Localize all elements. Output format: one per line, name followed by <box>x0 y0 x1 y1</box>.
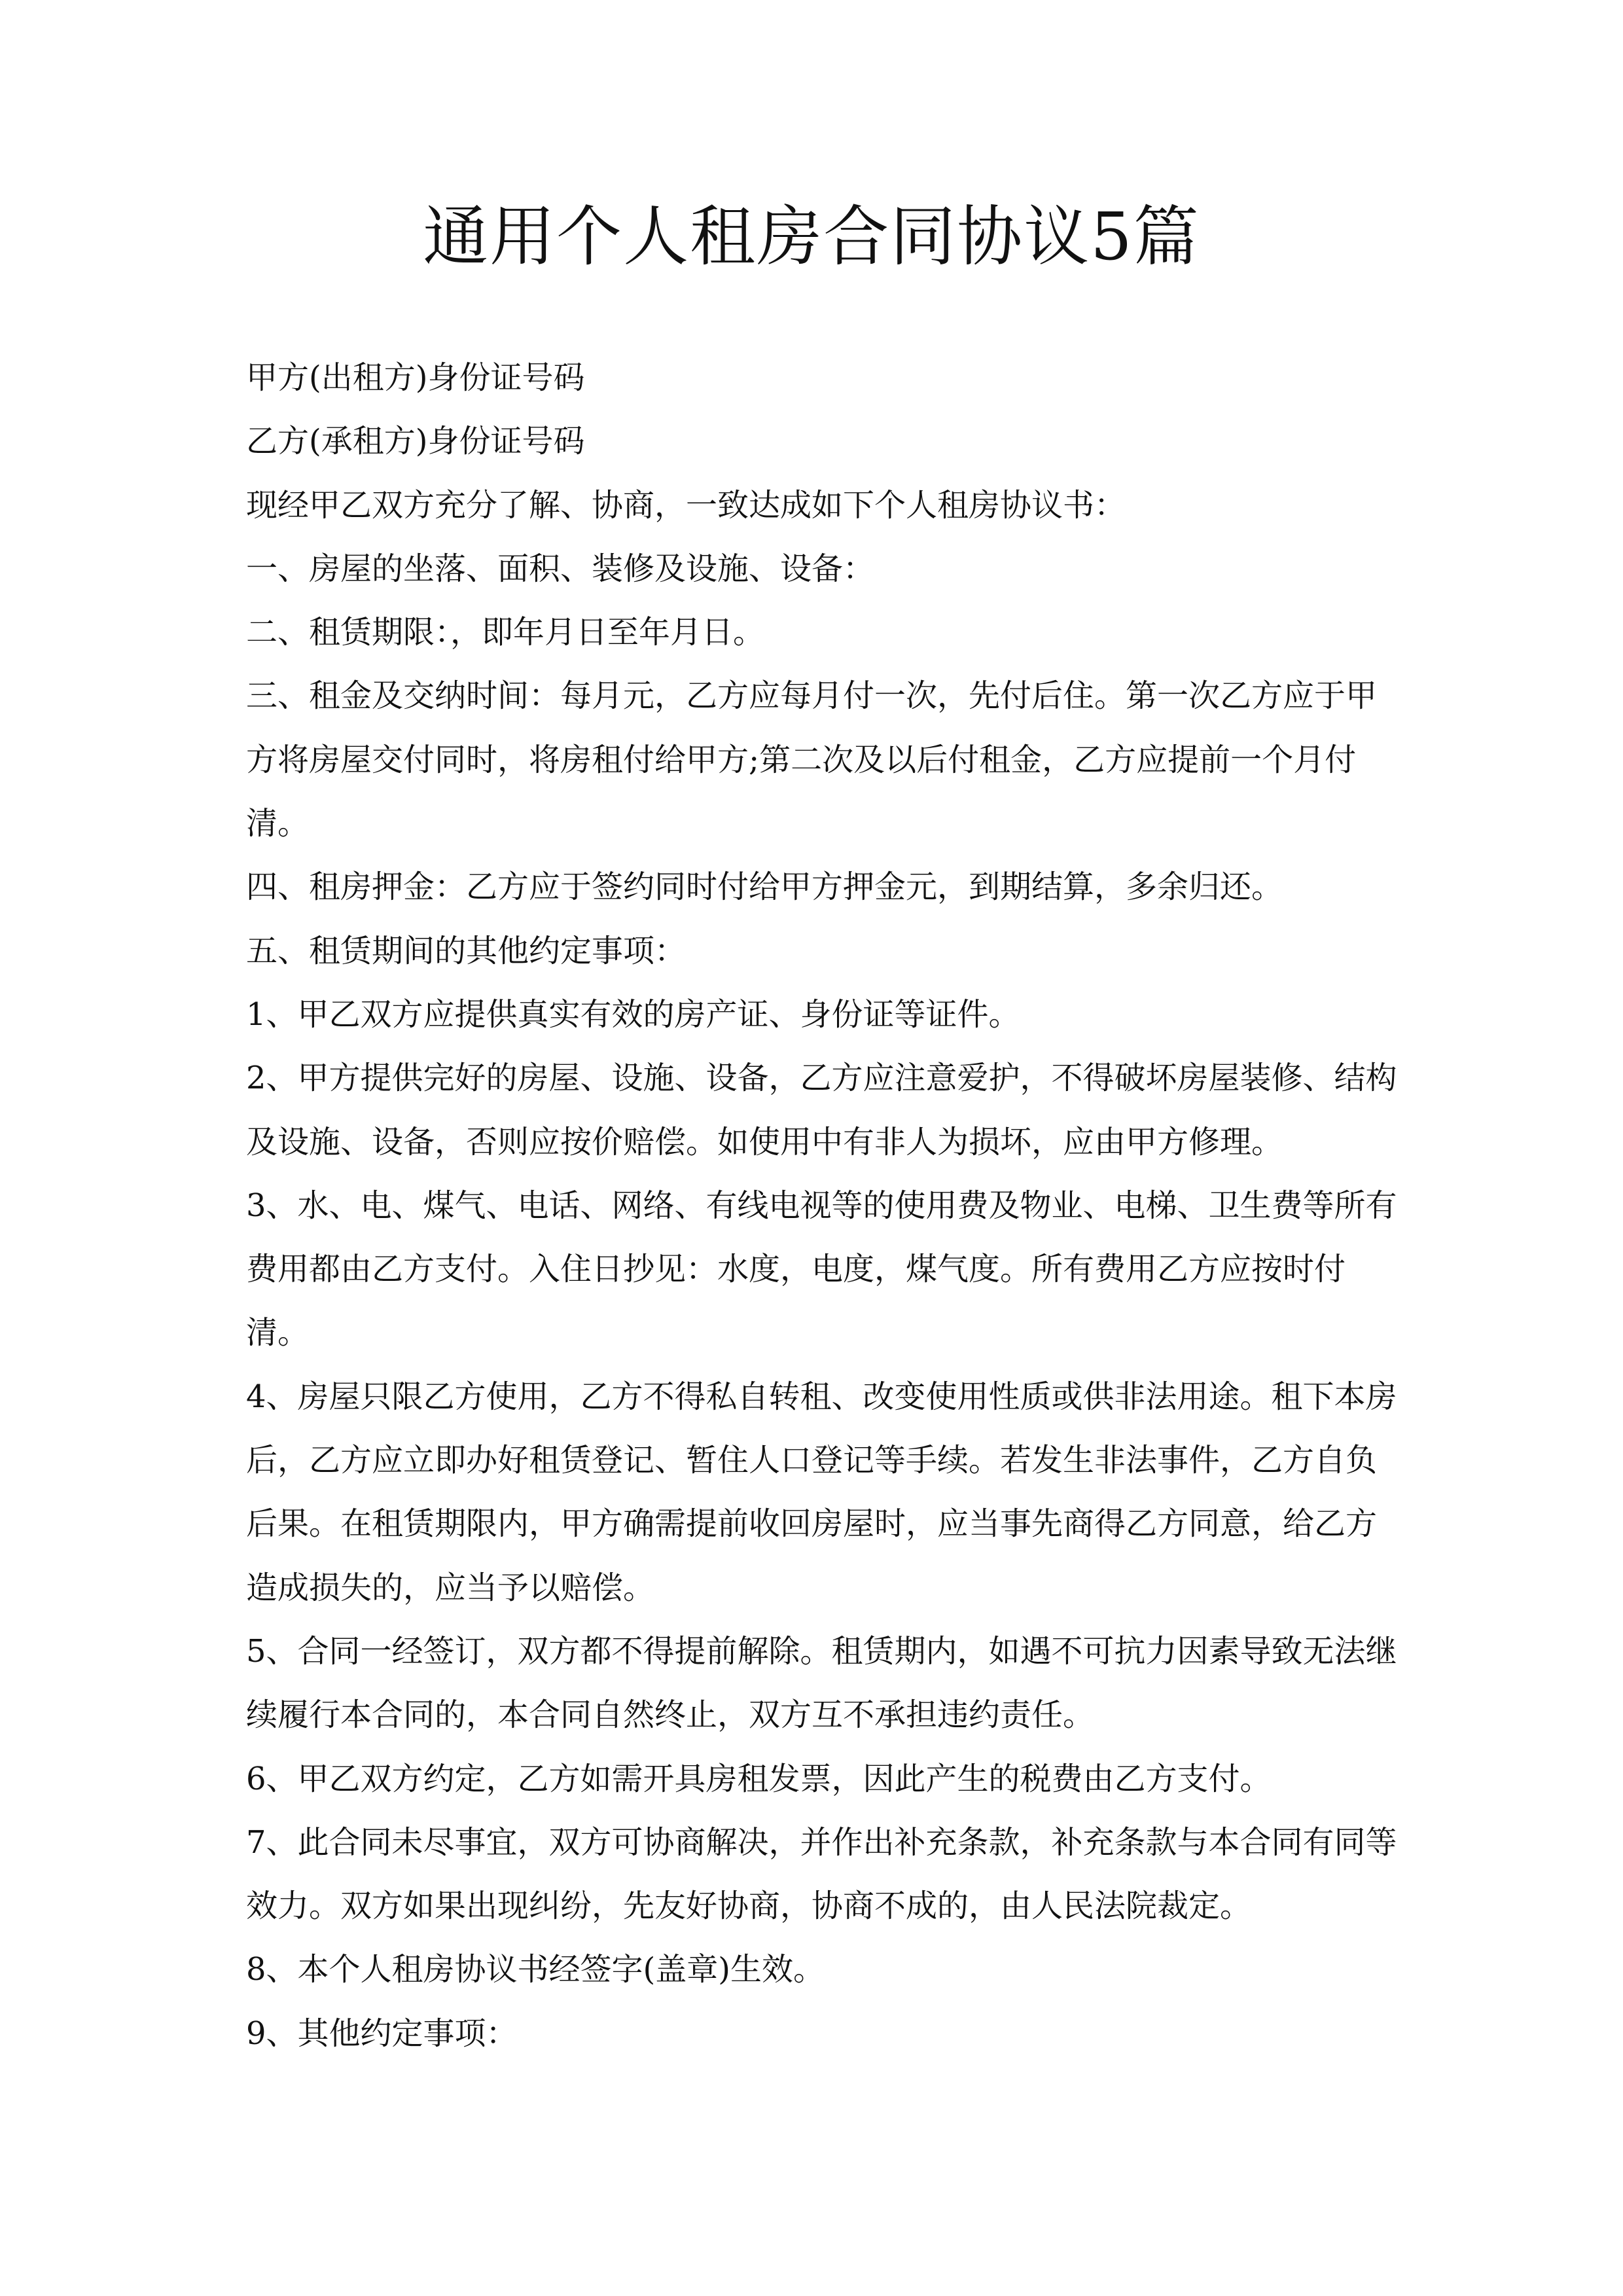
paragraph-item-5: 5、合同一经签订，双方都不得提前解除。租赁期内，如遇不可抗力因素导致无法继续履行本合同的，本合同自然终止，双方互不承担违约责任。 <box>246 1632 1397 1734</box>
paragraph-item-6: 6、甲乙双方约定，乙方如需开具房租发票，因此产生的税费由乙方支付。 <box>246 1760 1272 1797</box>
paragraph-clause-4: 四、租房押金：乙方应于签约同时付给甲方押金元，到期结算，多余归还。 <box>246 869 1283 906</box>
paragraph-clause-3: 三、租金及交纳时间：每月元，乙方应每月付一次，先付后住。第一次乙方应于甲方将房屋交付同时，将房租付给甲方;第二次及以后付租金，乙方应提前一个月付清。 <box>246 677 1378 842</box>
paragraph-party-b: 乙方(承租方)身份证号码 <box>246 423 585 460</box>
paragraph-item-1: 1、甲乙双方应提供真实有效的房产证、身份证等证件。 <box>246 996 1020 1033</box>
paragraph-intro: 现经甲乙双方充分了解、协商，一致达成如下个人租房协议书： <box>246 486 1126 524</box>
paragraph-item-7: 7、此合同未尽事宜，双方可协商解决，并作出补充条款，补充条款与本合同有同等效力。双方如果出现纠纷，先友好协商，协商不成的，由人民法院裁定。 <box>246 1823 1397 1925</box>
paragraph-item-2: 2、甲方提供完好的房屋、设施、设备，乙方应注意爱护，不得破坏房屋装修、结构及设施、设备，否则应按价赔偿。如使用中有非人为损坏，应由甲方修理。 <box>246 1060 1397 1160</box>
paragraph-item-9: 9、其他约定事项： <box>246 2015 518 2052</box>
paragraph-item-4: 4、房屋只限乙方使用，乙方不得私自转租、改变使用性质或供非法用途。租下本房后，乙方应立即办好租赁登记、暂住人口登记等手续。若发生非法事件，乙方自负后果。在租赁期限内，甲方确需提前收回房屋时，应当事先商得乙方同意，给乙方造成损失的，应当予以赔偿。 <box>246 1378 1397 1606</box>
document-title: 通用个人租房合同协议5篇 <box>423 198 1200 275</box>
paragraph-clause-5: 五、租赁期间的其他约定事项： <box>246 932 687 969</box>
paragraph-item-8: 8、本个人租房协议书经签字(盖章)生效。 <box>246 1951 825 1988</box>
paragraph-clause-2: 二、租赁期限：，即年月日至年月日。 <box>246 614 765 651</box>
paragraph-item-3: 3、水、电、煤气、电话、网络、有线电视等的使用费及物业、电梯、卫生费等所有费用都由乙方支付。入住日抄见：水度，电度，煤气度。所有费用乙方应按时付清。 <box>246 1187 1397 1352</box>
paragraph-party-a: 甲方(出租方)身份证号码 <box>246 359 585 396</box>
paragraph-clause-1: 一、房屋的坐落、面积、装修及设施、设备： <box>246 550 875 587</box>
document-body <box>246 346 1404 2066</box>
